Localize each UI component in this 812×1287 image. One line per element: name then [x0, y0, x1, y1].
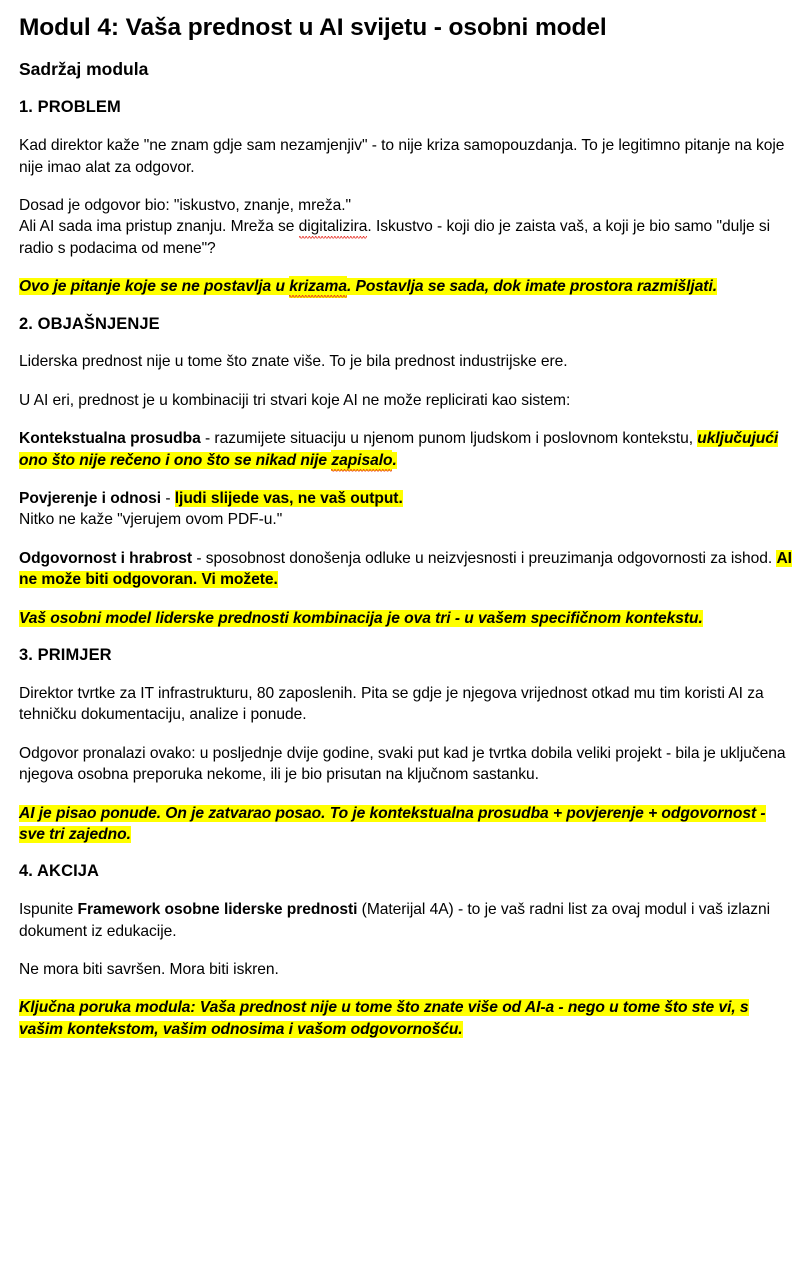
highlight-block-problem [19, 276, 792, 297]
highlight-block-personal-model [19, 608, 792, 629]
section-heading-akcija: 4. AKCIJA [19, 862, 100, 881]
highlight-run-a: uključujući ono što nije rečeno i ono što se nikad nije [19, 430, 779, 469]
document-subtitle: Sadržaj modula [19, 59, 149, 80]
highlight-run: Vaš osobni model liderske prednosti kombinacija je ova tri - u vašem specifičnom kontekstu. [19, 609, 703, 627]
page-title: Modul 4: Vaša prednost u AI svijetu - osobni model [19, 14, 607, 41]
highlight-run-b: . [392, 451, 397, 469]
paragraph-three-things [19, 390, 792, 411]
section-heading-primjer: 3. PRIMJER [19, 646, 112, 665]
text-run: Odgovor pronalazi ovako: u posljednje dvije godine, svaki put kad je tvrtka dobila veliki projekt - bila je uključena njegova osobna preporuka nekome, ili je bio prisutan na ključnom sastanku. [19, 744, 786, 784]
paragraph-leadership-advantage [19, 351, 792, 372]
highlight-run-responsibility: AI ne može biti odgovoran. Vi možete. [19, 549, 792, 589]
text-run-b: (Materijal 4A) - to je vaš radni list za ovaj modul i vaš izlazni dokument iz edukacije. [19, 901, 771, 940]
paragraph-problem-intro [19, 135, 792, 178]
highlight-run: AI je pisao ponude. On je zatvarao posao. To je kontekstualna prosudba + povjerenje + odgovornost - sve tri zajedno. [19, 804, 766, 843]
spellcheck-word-digitalizira: digitalizira [299, 216, 368, 237]
paragraph-problem-answer [19, 195, 792, 259]
highlight-block-key-message [19, 997, 792, 1040]
text-run: - razumijete situaciju u njenom punom ljudskom i poslovnom kontekstu, [200, 430, 698, 448]
text-run: Ne mora biti savršen. Mora biti iskren. [19, 960, 279, 978]
section-heading-problem: 1. PROBLEM [19, 98, 121, 117]
list-item-responsibility-courage [19, 548, 792, 591]
highlight-block-example [19, 803, 792, 846]
spellcheck-word-krizama: krizama [289, 276, 347, 297]
list-item-contextual-judgement [19, 428, 792, 471]
paragraph-action-framework [19, 899, 792, 942]
highlight-run-a: Ovo je pitanje koje se ne postavlja u [19, 278, 290, 296]
text-run-a: Ispunite [19, 901, 78, 919]
section-heading-objasnjenje: 2. OBJAŠNJENJE [19, 314, 160, 333]
text-run: Direktor tvrtke za IT infrastrukturu, 80 zaposlenih. Pita se gdje je njegova vrijednost otkad mu tim koristi AI za tehničku dokumentaciju, analize i ponude. [19, 684, 764, 724]
paragraph-example-answer [19, 743, 792, 786]
spellcheck-word-zapisalo: zapisalo [331, 450, 392, 471]
term-trust-relationships: Povjerenje i odnosi [19, 490, 162, 508]
term-framework: Framework osobne liderske prednosti [77, 901, 358, 919]
text-run: U AI eri, prednost je u kombinaciji tri stvari koje AI ne može replicirati kao sistem: [19, 391, 571, 409]
paragraph-action-honest [19, 959, 792, 980]
text-run-line2: Nitko ne kaže "vjerujem ovom PDF-u." [19, 511, 283, 529]
text-run-line1: Dosad je odgovor bio: "iskustvo, znanje, mreža." [19, 197, 351, 215]
text-run: Kad direktor kaže "ne znam gdje sam nezamjenjiv" - to nije kriza samopouzdanja. To je legitimno pitanje na koje nije imao alat za odgovor. [19, 137, 785, 176]
text-run-line2a: Ali AI sada ima pristup znanju. Mreža se [19, 218, 299, 236]
term-contextual-judgement: Kontekstualna prosudba [19, 430, 201, 448]
text-run: Liderska prednost nije u tome što znate više. To je bila prednost industrijske ere. [19, 353, 568, 371]
paragraph-example-company [19, 683, 792, 726]
list-item-trust-relationships [19, 488, 792, 531]
highlight-run-trust: ljudi slijede vas, ne vaš output. [174, 490, 403, 508]
term-responsibility-courage: Odgovornost i hrabrost [19, 549, 193, 567]
highlight-run: Ključna poruka modula: Vaša prednost nije u tome što znate više od AI-a - nego u tome što ste vi, s vašim kontekstom, vašim odnosima i vašom odgovornošću. [19, 999, 749, 1038]
text-run: - [161, 490, 175, 508]
text-run: - sposobnost donošenja odluke u neizvjesnosti i preuzimanja odgovornosti za ishod. [192, 549, 777, 567]
highlight-run-b: . Postavlja se sada, dok imate prostora razmišljati. [346, 278, 718, 296]
text-run-line2b: . Iskustvo - koji dio je zaista vaš, a koji je bio samo "dulje si radio s podacima od mene"? [19, 218, 771, 257]
